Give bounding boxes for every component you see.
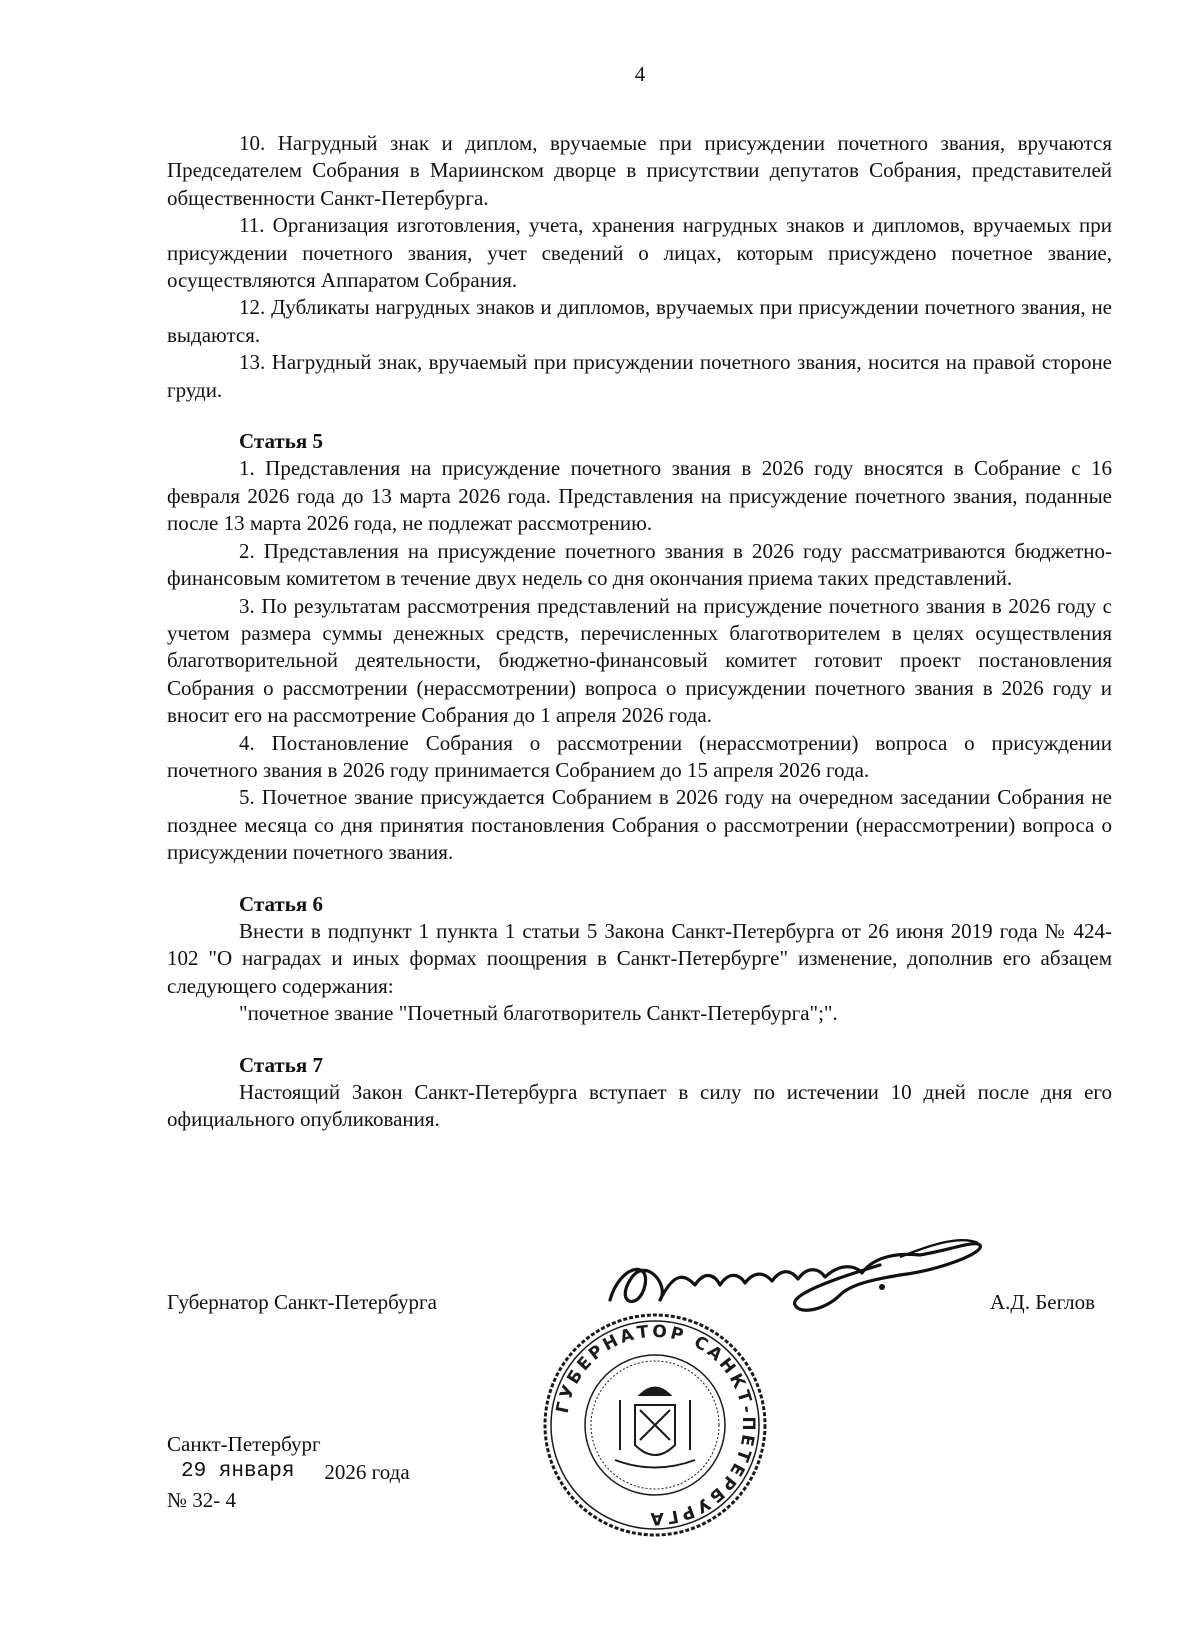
- paragraph: "почетное звание "Почетный благотворитель Санкт-Петербурга";".: [239, 1001, 838, 1026]
- article-heading: Статья 7: [239, 1052, 323, 1077]
- page-number: 4: [634, 62, 646, 86]
- paragraph: 3. По результатам рассмотрения представлений на присуждение почетного звания в 2026 году с учетом размера суммы денежных средств, перечисленных благотворителем в целях осуществления благотворительной деятельности, бюджетно-финансовый комитет готовит проект постановления Собрания о рассмотрении (нерассмотрении) вопроса о присуждении почетного звания в 2026 году и вносит его на рассмотрение Собрания до 1 апреля 2026 года.: [167, 593, 1112, 728]
- article-heading: Статья 5: [239, 429, 323, 454]
- paragraph: 1. Представления на присуждение почетного звания в 2026 году вносятся в Собрание с 16 февраля 2026 года до 13 марта 2026 года. Представления на присуждение почетного звания, поданные после 13 марта 2026 года, не подлежат рассмотрению.: [167, 456, 1112, 536]
- signatory-name: А.Д. Беглов: [990, 1290, 1096, 1314]
- place-date-block: [167, 1430, 410, 1514]
- article-heading: Статья 6: [239, 891, 323, 916]
- paragraph: 4. Постановление Собрания о рассмотрении (нерассмотрении) вопроса о присуждении почетного звания в 2026 году принимается Собранием до 15 апреля 2026 года.: [167, 730, 1112, 782]
- date-line: [167, 1458, 410, 1486]
- official-seal: [540, 1310, 770, 1540]
- paragraph: 12. Дубликаты нагрудных знаков и дипломов, вручаемых при присуждении почетного звания, не выдаются.: [167, 295, 1112, 347]
- seal-outer-text: ГУБЕРНАТОР САНКТ-ПЕТЕРБУРГА: [552, 1321, 759, 1529]
- paragraph: 2. Представления на присуждение почетного звания в 2026 году рассматриваются бюджетно-финансовым комитетом в течение двух недель со дня окончания приема таких представлений.: [167, 538, 1112, 591]
- place-name: Санкт-Петербург: [167, 1432, 321, 1456]
- paragraph: 10. Нагрудный знак и диплом, вручаемые при присуждении почетного звания, вручаются Председателем Собрания в Мариинском дворце в присутствии депутатов Собрания, представителей общественности Санкт-Петербурга.: [167, 131, 1112, 210]
- document-body: [167, 130, 1112, 1134]
- paragraph: 5. Почетное звание присуждается Собранием в 2026 году на очередном заседании Собрания не позднее месяца со дня принятия постановления Собрания о рассмотрении (нерассмотрении) вопроса о присуждении почетного звания.: [167, 785, 1112, 865]
- paragraph: 11. Организация изготовления, учета, хранения нагрудных знаков и дипломов, вручаемых при присуждении почетного звания, учет сведений о лицах, которым присуждено почетное звание, осуществляются Аппаратом Собрания.: [167, 213, 1112, 293]
- signatory-position: Губернатор Санкт-Петербурга: [167, 1290, 437, 1314]
- date-year: 2026 года: [324, 1460, 410, 1484]
- paragraph: 13. Нагрудный знак, вручаемый при присуждении почетного звания, носится на правой стороне груди.: [167, 350, 1112, 402]
- coat-of-arms-icon: [615, 1388, 695, 1468]
- paragraph: Внести в подпункт 1 пункта 1 статьи 5 Закона Санкт-Петербурга от 26 июня 2019 года № 424-102 "О наградах и иных формах поощрения в Санкт-Петербурге" изменение, дополнив его абзацем следующего содержания:: [167, 918, 1112, 998]
- law-number: № 32- 4: [167, 1488, 237, 1512]
- date-day: 29 января: [181, 1460, 295, 1483]
- paragraph: Настоящий Закон Санкт-Петербурга вступает в силу по истечении 10 дней после дня его официального опубликования.: [167, 1080, 1112, 1132]
